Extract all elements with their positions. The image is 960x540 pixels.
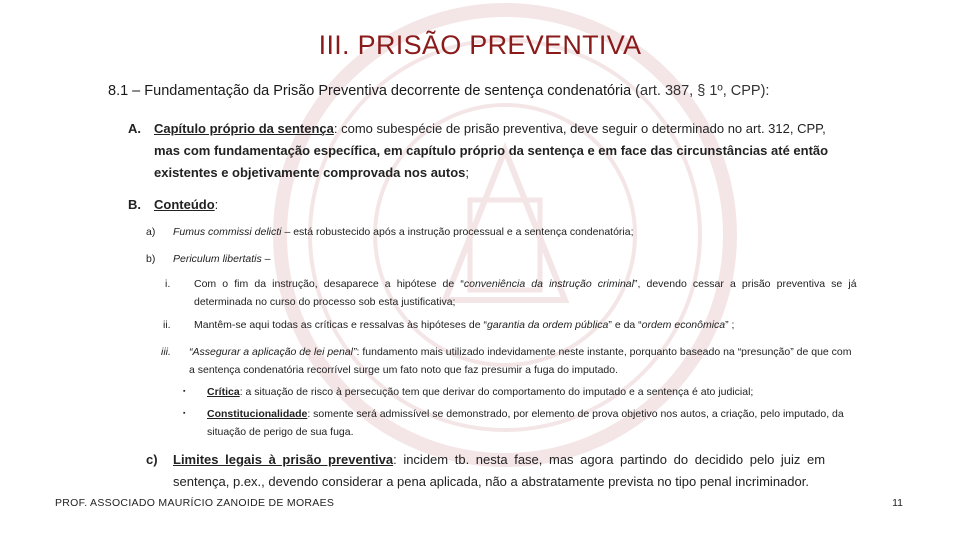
sub-ii-pre: Mantêm-se aqui todas as críticas e ressalvas às hipóteses de “ xyxy=(194,319,487,331)
item-c-text1: : incidem tb. nesta fase, mas agora partindo do decidido pelo juiz em xyxy=(393,452,826,467)
item-b-text: – xyxy=(261,253,271,265)
sub-iii-italic: “Assegurar a aplicação de lei penal” xyxy=(189,346,357,358)
item-b xyxy=(173,250,270,268)
item-c-text2: sentença, p.ex., devendo considerar a pena aplicada, não a abstratamente prevista no tipo penal incriminador. xyxy=(173,474,809,489)
subtitle-reference: (art. 387, § 1º, CPP): xyxy=(631,83,770,99)
item-a xyxy=(173,223,634,241)
item-b-term: Periculum libertatis xyxy=(173,253,262,265)
sub-iii xyxy=(189,343,889,379)
item-c-marker: c) xyxy=(146,452,158,467)
bullet-icon: ▪ xyxy=(183,410,186,417)
bullet-icon: ▪ xyxy=(183,388,186,395)
sub-i-marker: i. xyxy=(165,278,171,290)
section-a-text3-end: ; xyxy=(465,165,470,180)
sub-ii xyxy=(194,316,734,334)
sub-ii-italic2: ordem econômica xyxy=(641,319,726,331)
sub-i-line1: Com o fim da instrução, desaparece a hipótese de “ xyxy=(194,278,464,290)
bullet-critica-text: : a situação de risco à persecução tem que derivar do comportamento do imputado e a sentença é ato judicial; xyxy=(239,386,754,398)
section-a-heading: Capítulo próprio da sentença xyxy=(154,121,334,136)
bullet-critica-term: Crítica xyxy=(207,386,240,398)
item-a-marker: a) xyxy=(146,226,156,238)
sub-i-italic: conveniência da instrução criminal xyxy=(463,278,634,290)
sub-i-line2: determinada no curso do processo sob esta justificativa; xyxy=(194,296,456,308)
sub-iii-line1: : fundamento mais utilizado indevidamente neste instante, porquanto baseado na “presunção” de que com xyxy=(356,346,852,358)
subtitle-main: 8.1 – Fundamentação da Prisão Preventiva decorrente de sentença condenatória xyxy=(108,83,632,99)
sub-iii-marker: iii. xyxy=(161,346,171,358)
item-a-text: – está robustecido após a instrução processual e a sentença condenatória; xyxy=(281,226,634,238)
item-a-term: Fumus commissi delicti xyxy=(173,226,282,238)
footer-author: PROF. ASSOCIADO MAURÍCIO ZANOIDE DE MORAES xyxy=(55,497,335,509)
bullet-constitucionalidade-text2: situação de perigo de sua fuga. xyxy=(207,426,354,438)
sub-ii-marker: ii. xyxy=(163,319,171,331)
page-title: III. PRISÃO PREVENTIVA xyxy=(318,30,642,60)
sub-i xyxy=(194,275,884,311)
bullet-constitucionalidade-term: Constitucionalidade xyxy=(207,408,308,420)
bullet-constitucionalidade-text: : somente será admissível se demonstrado, por elemento de prova objetivo nos autos, a criação, pelo imputado, da xyxy=(307,408,844,420)
section-a-text3: existentes e objetivamente comprovada nos autos xyxy=(154,165,466,180)
item-c xyxy=(173,449,883,493)
section-a-text1: : como subespécie de prisão preventiva, deve seguir o determinado no art. 312, CPP, xyxy=(333,121,826,136)
sub-ii-italic1: garantia da ordem pública xyxy=(486,319,609,331)
section-a-marker: A. xyxy=(128,121,141,136)
sub-iii-line2: a sentença condenatória recorrível surge um fato noto que faz presumir a fuga do imputado. xyxy=(189,364,619,376)
sub-i-line1-end: ”, devendo cessar a prisão preventiva se já xyxy=(633,278,857,290)
bullet-critica xyxy=(207,383,753,401)
page-number: 11 xyxy=(892,497,903,509)
sub-ii-end: ” ; xyxy=(725,319,735,331)
sub-ii-mid: ” e da “ xyxy=(608,319,642,331)
section-b-colon: : xyxy=(214,197,219,212)
section-subtitle xyxy=(108,83,938,99)
section-b-heading: Conteúdo xyxy=(154,197,215,212)
section-b-marker: B. xyxy=(128,197,141,212)
item-c-term: Limites legais à prisão preventiva xyxy=(173,452,394,467)
section-a-text2: mas com fundamentação específica, em capítulo próprio da sentença e em face das circunstâncias até então xyxy=(154,143,829,158)
bullet-constitucionalidade xyxy=(207,405,887,441)
item-b-marker: b) xyxy=(146,253,156,265)
